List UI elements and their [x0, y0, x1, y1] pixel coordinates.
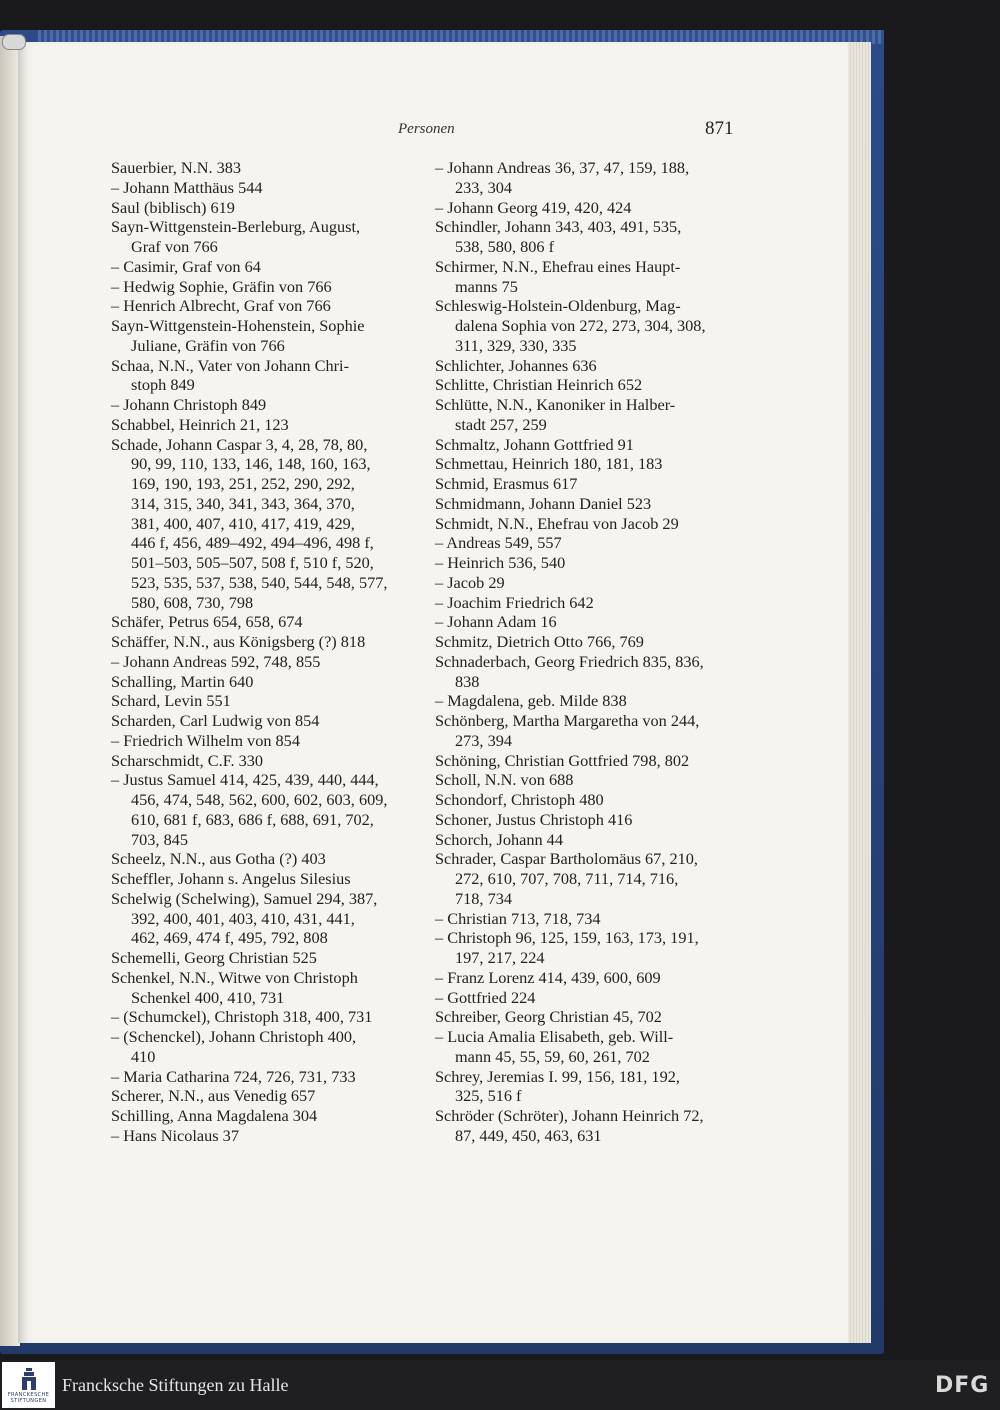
dfg-logo[interactable]: DFG	[935, 1373, 990, 1398]
index-entry-line: – (Schumckel), Christoph 318, 400, 731	[111, 1007, 373, 1027]
index-entry-line: 580, 608, 730, 798	[131, 592, 254, 612]
index-entry-line: Schröder (Schröter), Johann Heinrich 72,	[435, 1106, 704, 1125]
index-entry-line: 456, 474, 548, 562, 600, 602, 603, 609,	[131, 790, 388, 809]
index-entry-line: – Johann Georg 419, 420, 424	[435, 197, 632, 217]
index-entry-line: – Christoph 96, 125, 159, 163, 173, 191,	[435, 928, 699, 948]
index-entry-line: – Magdalena, geb. Milde 838	[435, 691, 627, 711]
index-entry-line: 538, 580, 806 f	[455, 237, 555, 256]
index-entry-line: – Andreas 549, 557	[435, 533, 562, 553]
index-entry-line: Schabbel, Heinrich 21, 123	[111, 414, 289, 434]
index-entry-line: Scheelz, N.N., aus Gotha (?) 403	[111, 849, 326, 869]
index-entry-line: 501–503, 505–507, 508 f, 510 f, 520,	[131, 553, 374, 572]
index-entry-line: Schmidt, N.N., Ehefrau von Jacob 29	[435, 513, 679, 533]
index-entry-line: – Casimir, Graf von 64	[111, 256, 261, 276]
index-entry-line: Scharschmidt, C.F. 330	[111, 750, 264, 770]
index-entry-line: 314, 315, 340, 341, 343, 364, 370,	[131, 493, 355, 513]
index-entry-line: Juliane, Gräfin von 766	[131, 335, 285, 355]
index-column-left	[111, 158, 431, 1146]
index-entry-line: – Lucia Amalia Elisabeth, geb. Will-	[435, 1027, 674, 1046]
index-entry-line: 233, 304	[455, 177, 512, 197]
index-entry-line: Schilling, Anna Magdalena 304	[111, 1106, 318, 1125]
index-entry-line: 392, 400, 401, 403, 410, 431, 441,	[131, 908, 355, 928]
index-entry-line: Sauerbier, N.N. 383	[111, 158, 242, 177]
institution-logo[interactable]	[2, 1362, 55, 1408]
index-entry-line: 311, 329, 330, 335	[455, 335, 577, 355]
index-entry-line: Schöning, Christian Gottfried 798, 802	[435, 750, 690, 770]
index-entry-line: Schnaderbach, Georg Friedrich 835, 836,	[435, 651, 704, 671]
index-entry-line: – Johann Andreas 36, 37, 47, 159, 188,	[435, 158, 690, 177]
franckesche-logo-icon	[22, 1368, 36, 1390]
index-entry-line: 462, 469, 474 f, 495, 792, 808	[131, 928, 328, 948]
index-entry-line: – Jacob 29	[435, 572, 505, 592]
index-entry-line: – Franz Lorenz 414, 439, 600, 609	[435, 967, 661, 987]
index-entry-line: Schmettau, Heinrich 180, 181, 183	[435, 454, 663, 474]
index-entry-line: Schemelli, Georg Christian 525	[111, 948, 317, 967]
index-entry-line: Schindler, Johann 343, 403, 491, 535,	[435, 217, 682, 237]
running-head: Personen	[398, 121, 455, 137]
index-entry-line: Schönberg, Martha Margaretha von 244,	[435, 711, 700, 730]
index-entry-line: mann 45, 55, 59, 60, 261, 702	[455, 1046, 650, 1066]
index-entry-line: 273, 394	[455, 730, 512, 750]
index-entry-line: Schleswig-Holstein-Oldenburg, Mag-	[435, 296, 681, 316]
index-entry-line: Schenkel 400, 410, 731	[131, 987, 285, 1007]
index-entry-line: 838	[455, 671, 480, 691]
index-entry-line: Scholl, N.N. von 688	[435, 770, 574, 790]
index-entry-line: Schäffer, N.N., aus Königsberg (?) 818	[111, 632, 366, 651]
logo-caption: FRANCKESCHE STIFTUNGEN	[7, 1392, 50, 1404]
index-entry-line: Sayn-Wittgenstein-Hohenstein, Sophie	[111, 316, 365, 335]
institution-name[interactable]: Francksche Stiftungen zu Halle	[62, 1375, 289, 1395]
index-entry-line: 523, 535, 537, 538, 540, 544, 548, 577,	[131, 572, 388, 592]
index-entry-line: – Friedrich Wilhelm von 854	[111, 730, 300, 750]
index-entry-line: – Gottfried 224	[435, 987, 536, 1007]
index-entry-line: Saul (biblisch) 619	[111, 197, 235, 217]
index-entry-line: Schlütte, N.N., Kanoniker in Halber-	[435, 395, 676, 414]
index-entry-line: – Maria Catharina 724, 726, 731, 733	[111, 1066, 356, 1086]
index-entry-line: Schmidmann, Johann Daniel 523	[435, 493, 652, 513]
index-entry-line: Schrader, Caspar Bartholomäus 67, 210,	[435, 849, 698, 869]
index-entry-line: 169, 190, 193, 251, 252, 290, 292,	[131, 474, 355, 493]
index-entry-line: – Heinrich 536, 540	[435, 553, 566, 572]
index-entry-line: Schirmer, N.N., Ehefrau eines Haupt-	[435, 256, 681, 276]
index-entry-line: Schalling, Martin 640	[111, 671, 254, 691]
index-entry-line: stadt 257, 259	[455, 414, 547, 434]
index-entry-line: – Johann Christoph 849	[111, 395, 267, 414]
index-entry-line: Schaa, N.N., Vater von Johann Chri-	[111, 355, 349, 375]
index-entry-line: Schade, Johann Caspar 3, 4, 28, 78, 80,	[111, 434, 368, 454]
index-entry-line: – Henrich Albrecht, Graf von 766	[111, 296, 331, 316]
index-entry-line: Sayn-Wittgenstein-Berleburg, August,	[111, 217, 361, 237]
index-entry-line: – Johann Matthäus 544	[111, 177, 263, 197]
binder-clip-icon	[2, 34, 26, 50]
index-entry-line: 718, 734	[455, 888, 512, 908]
index-entry-line: Schäfer, Petrus 654, 658, 674	[111, 612, 303, 632]
index-entry-line: Schondorf, Christoph 480	[435, 790, 604, 809]
index-entry-line: Schmitz, Dietrich Otto 766, 769	[435, 632, 644, 651]
index-entry-line: – Hedwig Sophie, Gräfin von 766	[111, 276, 332, 296]
index-entry-line: Schorch, Johann 44	[435, 829, 563, 849]
index-entry-line: 410	[131, 1046, 156, 1066]
index-entry-line: 325, 516 f	[455, 1086, 522, 1106]
index-entry-line: Schrey, Jeremias I. 99, 156, 181, 192,	[435, 1066, 680, 1086]
book-spine	[0, 36, 20, 1346]
index-entry-line: manns 75	[455, 276, 518, 296]
index-entry-line: Scharden, Carl Ludwig von 854	[111, 711, 320, 730]
index-entry-line: Schelwig (Schelwing), Samuel 294, 387,	[111, 888, 378, 908]
index-entry-line: dalena Sophia von 272, 273, 304, 308,	[455, 316, 706, 335]
index-entry-line: 446 f, 456, 489–492, 494–496, 498 f,	[131, 533, 374, 553]
index-entry-line: 87, 449, 450, 463, 631	[455, 1125, 602, 1145]
index-entry-line: 381, 400, 407, 410, 417, 419, 429,	[131, 513, 355, 533]
index-entry-line: Schard, Levin 551	[111, 691, 231, 711]
index-entry-line: Schmid, Erasmus 617	[435, 474, 578, 493]
page-number: 871	[705, 118, 734, 139]
index-entry-line: – Johann Andreas 592, 748, 855	[111, 651, 321, 671]
index-entry-line: 197, 217, 224	[455, 948, 545, 967]
index-entry-line: – (Schenckel), Johann Christoph 400,	[111, 1027, 357, 1046]
index-entry-line: – Hans Nicolaus 37	[111, 1125, 239, 1145]
index-entry-line: Schreiber, Georg Christian 45, 702	[435, 1007, 662, 1027]
index-entry-line: 272, 610, 707, 708, 711, 714, 716,	[455, 869, 679, 888]
index-entry-line: Schenkel, N.N., Witwe von Christoph	[111, 967, 358, 987]
page-edge	[848, 42, 871, 1343]
index-entry-line: Scheffler, Johann s. Angelus Silesius	[111, 869, 351, 888]
index-entry-line: Graf von 766	[131, 237, 218, 256]
index-entry-line: Scherer, N.N., aus Venedig 657	[111, 1086, 316, 1106]
index-entry-line: 90, 99, 110, 133, 146, 148, 160, 163,	[131, 454, 371, 474]
index-entry-line: – Johann Adam 16	[435, 612, 557, 632]
index-entry-line: Schoner, Justus Christoph 416	[435, 809, 633, 829]
index-entry-line: 703, 845	[131, 829, 188, 849]
index-entry-line: Schlichter, Johannes 636	[435, 355, 597, 375]
index-column-right	[435, 158, 735, 1146]
index-entry-line: – Christian 713, 718, 734	[435, 908, 601, 928]
index-entry-line: – Joachim Friedrich 642	[435, 592, 594, 612]
index-entry-line: 610, 681 f, 683, 686 f, 688, 691, 702,	[131, 809, 374, 829]
index-entry-line: – Justus Samuel 414, 425, 439, 440, 444,	[111, 770, 379, 790]
index-entry-line: stoph 849	[131, 375, 195, 395]
index-entry-line: Schmaltz, Johann Gottfried 91	[435, 434, 634, 454]
index-entry-line: Schlitte, Christian Heinrich 652	[435, 375, 643, 395]
